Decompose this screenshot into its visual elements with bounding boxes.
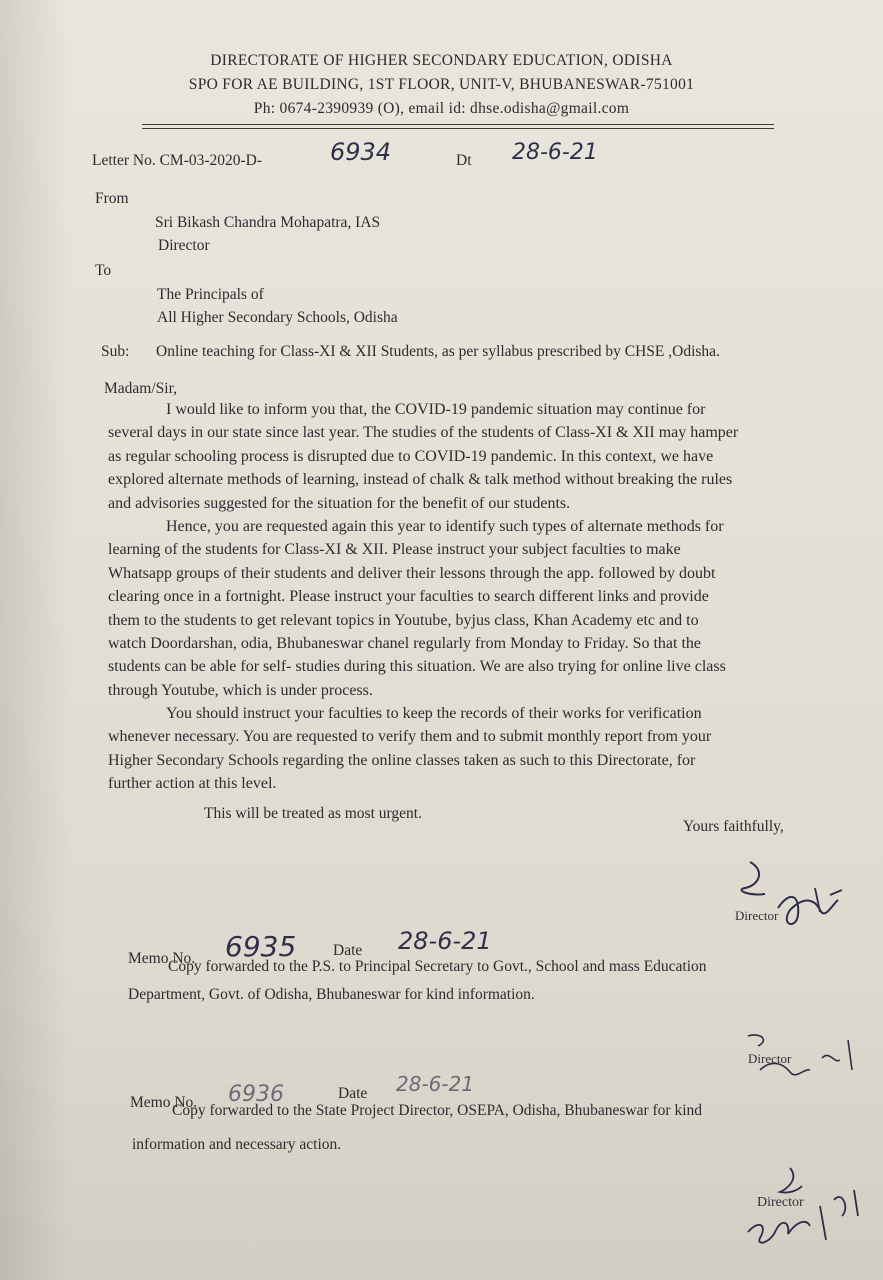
to-label: To: [95, 262, 112, 279]
body-line: You should instruct your faculties to keep the records of their works for verification: [166, 705, 702, 722]
body-line: I would like to inform you that, the COVID-19 pandemic situation may continue for: [166, 401, 706, 418]
to-line1: The Principals of: [157, 286, 264, 303]
body-paragraph-2: [108, 515, 784, 702]
memo2-text-line2: information and necessary action.: [132, 1136, 342, 1153]
to-line2: All Higher Secondary Schools, Odisha: [157, 309, 398, 326]
memo1-text-line1: Copy forwarded to the P.S. to Principal Secretary to Govt., School and mass Education: [168, 958, 707, 975]
director-signature: [720, 850, 860, 940]
org-address: SPO FOR AE BUILDING, 1ST FLOOR, UNIT-V, BHUBANESWAR-751001: [188, 76, 695, 93]
letter-date-handwritten: 28-6-21: [512, 140, 598, 165]
header-rule-2: [142, 128, 774, 129]
body-line: explored alternate methods of learning, instead of chalk & talk method without breaking the rules: [108, 471, 733, 489]
body-line: several days in our state since last year. The studies of the students of Class-XI & XII may hamper: [108, 424, 739, 442]
body-line: watch Doordarshan, odia, Bhubaneswar chanel regularly from Monday to Friday. So that the: [108, 635, 702, 653]
urgent-note: This will be treated as most urgent.: [204, 805, 422, 822]
memo2-text-line1: Copy forwarded to the State Project Director, OSEPA, Odisha, Bhubaneswar for kind: [172, 1102, 703, 1119]
memo1-signature-title: Director: [748, 1051, 792, 1066]
memo1-date: 28-6-21: [398, 927, 492, 955]
body-line: as regular schooling process is disrupted due to COVID-19 pandemic. In this context, we have: [108, 447, 714, 465]
from-title: Director: [158, 237, 210, 254]
body-line: clearing once in a fortnight. Please instruct your faculties to search different links and provide: [108, 588, 709, 606]
body-paragraph-1: [108, 398, 784, 515]
letter-no-handwritten: 6934: [330, 138, 392, 166]
memo1-date-label: Date: [333, 942, 363, 959]
from-label: From: [95, 190, 129, 207]
director-signature-title: Director: [735, 908, 779, 923]
body-line: whenever necessary. You are requested to verify them and to submit monthly report from your: [108, 728, 712, 746]
page-shadow: [0, 0, 70, 1280]
memo2-number: 6936: [228, 1082, 284, 1107]
body-line: Hence, you are requested again this year to identify such types of alternate methods for: [166, 518, 724, 535]
memo2-label: Memo No.: [130, 1094, 198, 1111]
org-contact: Ph: 0674-2390939 (O), email id: dhse.odisha@gmail.com: [253, 100, 630, 117]
memo2-date-label: Date: [338, 1085, 368, 1102]
org-name: DIRECTORATE OF HIGHER SECONDARY EDUCATION, ODISHA: [210, 52, 673, 69]
memo2-signature-title: Director: [757, 1195, 804, 1210]
memo1-label: Memo No.: [128, 950, 196, 967]
body-line: Whatsapp groups of their students and deliver their lessons through the app. followed by doubt: [108, 564, 716, 582]
body-line: through Youtube, which is under process.: [108, 681, 373, 699]
from-name: Sri Bikash Chandra Mohapatra, IAS: [155, 214, 381, 231]
subject-text: Online teaching for Class-XI & XII Students, as per syllabus prescribed by CHSE ,Odisha.: [156, 343, 720, 360]
letter-no-label: Letter No. CM-03-2020-D-: [92, 152, 263, 169]
body-line: Higher Secondary Schools regarding the online classes taken as such to this Directorate, for: [108, 751, 696, 769]
body-line: learning of the students for Class-XI & XII. Please instruct your subject faculties to make: [108, 541, 681, 559]
memo2-date: 28-6-21: [396, 1072, 475, 1096]
body-line: and advisories suggested for the situation for the benefit of our students.: [108, 494, 571, 512]
letter-date-label: Dt: [456, 152, 472, 169]
salutation: Madam/Sir,: [104, 380, 177, 397]
body-line: them to the students to get relevant topics in Youtube, byjus class, Khan Academy etc and to: [108, 611, 699, 629]
body-paragraph-3: [108, 702, 784, 796]
closing: Yours faithfully,: [683, 818, 784, 835]
header-rule: [142, 124, 774, 125]
memo1-text-line2: Department, Govt. of Odisha, Bhubaneswar for kind information.: [128, 986, 535, 1003]
memo1-number: 6935: [225, 930, 297, 963]
subject-label: Sub:: [101, 343, 130, 360]
body-line: students can be able for self- studies during this situation. We are also trying for online live class: [108, 658, 726, 676]
body-line: further action at this level.: [108, 775, 277, 793]
